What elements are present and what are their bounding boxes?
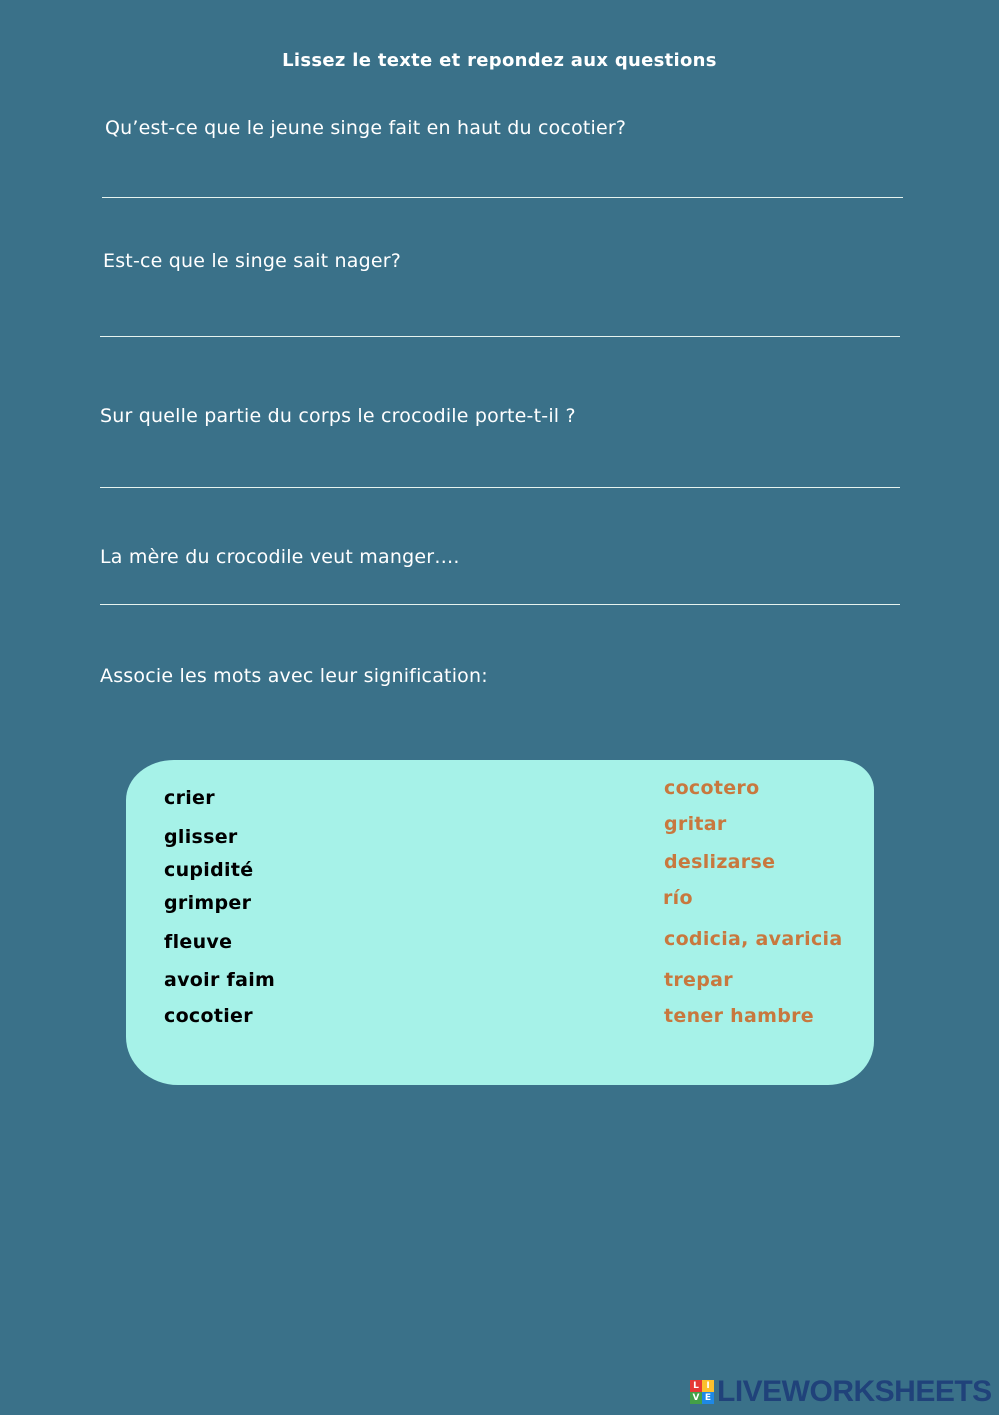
meaning-item[interactable]: trepar (664, 969, 733, 991)
question-2: Est-ce que le singe sait nager? (103, 250, 402, 272)
answer-line-1 (102, 197, 903, 198)
matching-instruction: Associe les mots avec leur signification: (100, 665, 488, 687)
word-item[interactable]: avoir faim (164, 969, 276, 991)
meaning-item[interactable]: gritar (664, 813, 727, 835)
meaning-item[interactable]: cocotero (664, 777, 760, 799)
page-title: Lissez le texte et repondez aux questions (282, 50, 717, 71)
answer-line-4 (100, 604, 900, 605)
matching-box (126, 760, 874, 1085)
word-item[interactable]: crier (164, 787, 215, 809)
liveworksheets-logo-icon: L I V E (690, 1380, 714, 1404)
word-item[interactable]: glisser (164, 826, 238, 848)
liveworksheets-logo (690, 1377, 992, 1407)
meaning-item[interactable]: codicia, avaricia (664, 928, 843, 950)
answer-line-2 (100, 336, 900, 337)
word-item[interactable]: fleuve (164, 931, 233, 953)
question-1: Qu’est-ce que le jeune singe fait en haut du cocotier? (105, 117, 627, 139)
meaning-item[interactable]: deslizarse (664, 851, 776, 873)
word-item[interactable]: cocotier (164, 1005, 253, 1027)
answer-field-4[interactable] (100, 574, 907, 602)
answer-field-2[interactable] (100, 304, 907, 334)
answer-field-1[interactable] (103, 166, 909, 196)
word-item[interactable]: cupidité (164, 859, 254, 881)
liveworksheets-logo-text: LIVEWORKSHEETS (717, 1375, 992, 1408)
word-item[interactable]: grimper (164, 892, 252, 914)
answer-line-3 (100, 487, 900, 488)
meaning-item[interactable]: río (663, 887, 693, 909)
question-4: La mère du crocodile veut manger…. (100, 546, 460, 568)
meaning-item[interactable]: tener hambre (664, 1005, 814, 1027)
answer-field-3[interactable] (100, 455, 907, 485)
question-3: Sur quelle partie du corps le crocodile porte-t-il ? (100, 405, 576, 427)
